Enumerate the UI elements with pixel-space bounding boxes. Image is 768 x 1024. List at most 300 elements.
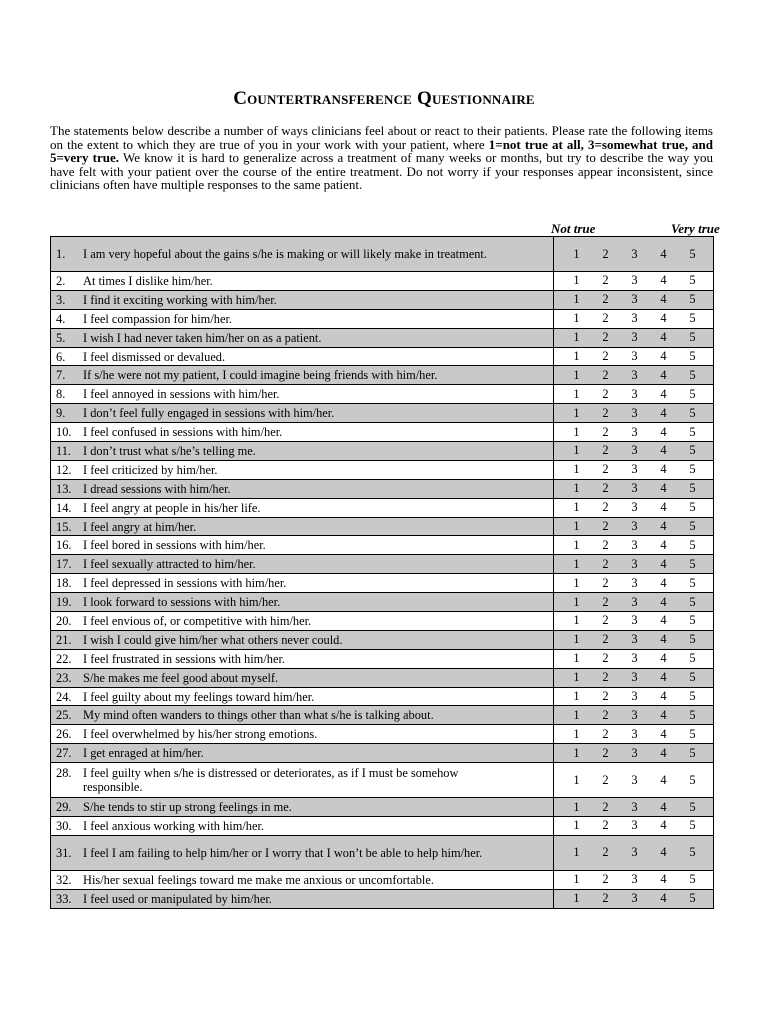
rating-option-2[interactable]: 2 (602, 556, 609, 571)
table-row (51, 328, 714, 347)
rating-option-5[interactable]: 5 (689, 349, 696, 363)
item-cell (51, 442, 554, 461)
rating-option-2[interactable]: 2 (602, 872, 609, 887)
rating-option-4[interactable]: 4 (660, 462, 667, 477)
item-number: 24. (56, 689, 72, 704)
item-statement: I get enraged at him/her. (83, 746, 204, 761)
rating-option-4[interactable]: 4 (660, 246, 667, 261)
rating-option-2[interactable]: 2 (602, 424, 609, 439)
rating-option-5[interactable]: 5 (689, 519, 696, 534)
rating-option-2[interactable]: 2 (602, 500, 609, 515)
item-number: 29. (56, 800, 72, 815)
rating-option-3[interactable]: 3 (631, 872, 638, 887)
item-number: 27. (56, 746, 72, 761)
rating-option-4[interactable]: 4 (660, 367, 667, 382)
rating-option-5[interactable]: 5 (689, 443, 696, 458)
table-row (51, 593, 714, 612)
rating-option-5[interactable]: 5 (689, 500, 696, 515)
item-cell (51, 498, 554, 517)
rating-option-5[interactable]: 5 (689, 330, 696, 345)
rating-cell (554, 555, 714, 574)
rating-option-1[interactable]: 1 (573, 519, 580, 534)
item-statement: I feel guilty when s/he is distressed or deteriorates, as if I must be somehow responsible. (83, 766, 459, 795)
rating-cell (554, 612, 714, 631)
item-statement: I feel annoyed in sessions with him/her. (83, 387, 280, 402)
rating-cell (554, 706, 714, 725)
rating-option-2[interactable]: 2 (602, 537, 609, 552)
rating-option-2[interactable]: 2 (602, 845, 609, 860)
item-statement: I feel frustrated in sessions with him/her. (83, 651, 285, 666)
item-number: 9. (56, 406, 66, 421)
rating-option-2[interactable]: 2 (602, 772, 609, 787)
rating-option-1[interactable]: 1 (573, 726, 580, 741)
rating-option-5[interactable]: 5 (689, 311, 696, 326)
rating-option-1[interactable]: 1 (573, 386, 580, 401)
rating-option-1[interactable]: 1 (573, 772, 580, 787)
questionnaire-table (50, 236, 714, 909)
table-row (51, 817, 714, 836)
rating-cell (554, 347, 714, 366)
rating-option-3[interactable]: 3 (631, 311, 638, 326)
rating-option-4[interactable]: 4 (660, 273, 667, 288)
table-row (51, 687, 714, 706)
item-statement: I feel dismissed or devalued. (83, 349, 226, 364)
table-row (51, 649, 714, 668)
rating-option-2[interactable]: 2 (602, 891, 609, 906)
rating-option-4[interactable]: 4 (660, 349, 667, 363)
rating-option-4[interactable]: 4 (660, 481, 667, 496)
rating-option-1[interactable]: 1 (573, 405, 580, 420)
item-statement: I feel sexually attracted to him/her. (83, 557, 256, 572)
rating-option-4[interactable]: 4 (660, 670, 667, 685)
item-statement: I feel angry at people in his/her life. (83, 500, 261, 515)
rating-cell (554, 366, 714, 385)
rating-option-5[interactable]: 5 (689, 575, 696, 590)
rating-option-5[interactable]: 5 (689, 872, 696, 887)
rating-option-4[interactable]: 4 (660, 632, 667, 647)
table-row (51, 272, 714, 291)
rating-option-2[interactable]: 2 (602, 292, 609, 307)
instructions-text-1: The statements below describe a number of ways clinicians feel about or react to their patients. Please rate the following items on the extent to which they are true of you in your work with your patient, where (50, 123, 713, 152)
rating-option-2[interactable]: 2 (602, 386, 609, 401)
table-row (51, 404, 714, 423)
rating-option-3[interactable]: 3 (631, 537, 638, 552)
item-cell (51, 328, 554, 347)
item-statement: I feel confused in sessions with him/her. (83, 425, 283, 440)
rating-option-3[interactable]: 3 (631, 500, 638, 515)
rating-option-2[interactable]: 2 (602, 273, 609, 288)
rating-option-4[interactable]: 4 (660, 818, 667, 833)
rating-option-5[interactable]: 5 (689, 613, 696, 628)
rating-option-1[interactable]: 1 (573, 273, 580, 288)
rating-cell (554, 272, 714, 291)
rating-option-5[interactable]: 5 (689, 537, 696, 552)
table-row (51, 763, 714, 798)
table-row (51, 870, 714, 889)
rating-option-5[interactable]: 5 (689, 818, 696, 833)
item-number: 2. (56, 273, 66, 288)
table-row (51, 347, 714, 366)
rating-option-3[interactable]: 3 (631, 689, 638, 704)
rating-option-3[interactable]: 3 (631, 519, 638, 534)
rating-option-3[interactable]: 3 (631, 670, 638, 685)
rating-option-5[interactable]: 5 (689, 651, 696, 666)
rating-option-5[interactable]: 5 (689, 386, 696, 401)
instructions-scale-definition: 1=not true at all, 3=somewhat true, and 5=very true. (50, 136, 713, 166)
rating-option-3[interactable]: 3 (631, 707, 638, 722)
rating-option-4[interactable]: 4 (660, 872, 667, 887)
rating-option-1[interactable]: 1 (573, 689, 580, 704)
rating-option-4[interactable]: 4 (660, 689, 667, 704)
rating-option-3[interactable]: 3 (631, 726, 638, 741)
item-number: 4. (56, 311, 66, 326)
rating-option-4[interactable]: 4 (660, 845, 667, 860)
rating-option-5[interactable]: 5 (689, 462, 696, 477)
rating-option-3[interactable]: 3 (631, 246, 638, 261)
rating-option-2[interactable]: 2 (602, 246, 609, 261)
rating-option-1[interactable]: 1 (573, 670, 580, 685)
rating-option-1[interactable]: 1 (573, 799, 580, 814)
rating-option-3[interactable]: 3 (631, 845, 638, 860)
rating-option-4[interactable]: 4 (660, 556, 667, 571)
rating-option-3[interactable]: 3 (631, 349, 638, 363)
rating-option-5[interactable]: 5 (689, 424, 696, 439)
item-statement: If s/he were not my patient, I could imagine being friends with him/her. (83, 368, 438, 383)
rating-option-2[interactable]: 2 (602, 726, 609, 741)
item-cell (51, 347, 554, 366)
rating-option-4[interactable]: 4 (660, 537, 667, 552)
rating-option-4[interactable]: 4 (660, 799, 667, 814)
item-cell (51, 309, 554, 328)
rating-option-3[interactable]: 3 (631, 481, 638, 496)
item-cell (51, 237, 554, 272)
rating-option-3[interactable]: 3 (631, 891, 638, 906)
rating-option-1[interactable]: 1 (573, 818, 580, 833)
item-statement: I look forward to sessions with him/her. (83, 595, 281, 610)
rating-option-4[interactable]: 4 (660, 613, 667, 628)
rating-option-3[interactable]: 3 (631, 632, 638, 647)
item-cell (51, 687, 554, 706)
item-statement: I don’t feel fully engaged in sessions with him/her. (83, 406, 335, 421)
rating-option-2[interactable]: 2 (602, 405, 609, 420)
item-statement: I feel angry at him/her. (83, 519, 197, 534)
rating-cell (554, 536, 714, 555)
rating-option-2[interactable]: 2 (602, 367, 609, 382)
rating-option-4[interactable]: 4 (660, 519, 667, 534)
rating-option-4[interactable]: 4 (660, 594, 667, 609)
item-number: 32. (56, 872, 72, 887)
item-cell (51, 744, 554, 763)
rating-option-3[interactable]: 3 (631, 613, 638, 628)
item-cell (51, 366, 554, 385)
rating-cell (554, 237, 714, 272)
item-number: 25. (56, 708, 72, 723)
item-statement: S/he makes me feel good about myself. (83, 670, 279, 685)
rating-option-2[interactable]: 2 (602, 745, 609, 760)
item-number: 5. (56, 330, 66, 345)
item-statement: I feel overwhelmed by his/her strong emotions. (83, 727, 318, 742)
rating-option-3[interactable]: 3 (631, 462, 638, 477)
rating-option-1[interactable]: 1 (573, 575, 580, 590)
rating-option-1[interactable]: 1 (573, 537, 580, 552)
rating-option-5[interactable]: 5 (689, 689, 696, 704)
rating-option-1[interactable]: 1 (573, 367, 580, 382)
rating-option-1[interactable]: 1 (573, 745, 580, 760)
rating-cell (554, 593, 714, 612)
item-cell (51, 460, 554, 479)
rating-option-3[interactable]: 3 (631, 386, 638, 401)
item-number: 18. (56, 576, 72, 591)
rating-cell (554, 870, 714, 889)
item-number: 22. (56, 651, 72, 666)
table-row (51, 237, 714, 272)
rating-option-1[interactable]: 1 (573, 632, 580, 647)
rating-option-4[interactable]: 4 (660, 330, 667, 345)
table-row (51, 366, 714, 385)
rating-cell (554, 460, 714, 479)
rating-cell (554, 744, 714, 763)
item-number: 15. (56, 519, 72, 534)
rating-option-3[interactable]: 3 (631, 443, 638, 458)
rating-option-5[interactable]: 5 (689, 594, 696, 609)
rating-option-3[interactable]: 3 (631, 273, 638, 288)
rating-option-5[interactable]: 5 (689, 273, 696, 288)
item-number: 30. (56, 818, 72, 833)
rating-option-4[interactable]: 4 (660, 772, 667, 787)
rating-option-1[interactable]: 1 (573, 246, 580, 261)
item-number: 10. (56, 425, 72, 440)
item-number: 33. (56, 891, 72, 906)
item-number: 7. (56, 368, 66, 383)
rating-option-1[interactable]: 1 (573, 500, 580, 515)
rating-option-4[interactable]: 4 (660, 726, 667, 741)
rating-cell (554, 574, 714, 593)
rating-option-2[interactable]: 2 (602, 707, 609, 722)
rating-option-5[interactable]: 5 (689, 405, 696, 420)
item-cell (51, 404, 554, 423)
rating-option-4[interactable]: 4 (660, 500, 667, 515)
page-title: Countertransference Questionnaire (233, 88, 535, 109)
table-row (51, 498, 714, 517)
rating-option-1[interactable]: 1 (573, 292, 580, 307)
rating-option-3[interactable]: 3 (631, 330, 638, 345)
rating-option-1[interactable]: 1 (573, 556, 580, 571)
rating-option-2[interactable]: 2 (602, 519, 609, 534)
table-row (51, 668, 714, 687)
rating-option-1[interactable]: 1 (573, 707, 580, 722)
table-row (51, 706, 714, 725)
rating-option-1[interactable]: 1 (573, 443, 580, 458)
rating-option-2[interactable]: 2 (602, 311, 609, 326)
item-number: 20. (56, 613, 72, 628)
item-cell (51, 889, 554, 908)
rating-option-4[interactable]: 4 (660, 443, 667, 458)
rating-option-2[interactable]: 2 (602, 330, 609, 345)
item-cell (51, 272, 554, 291)
rating-option-2[interactable]: 2 (602, 799, 609, 814)
rating-option-4[interactable]: 4 (660, 575, 667, 590)
rating-option-5[interactable]: 5 (689, 726, 696, 741)
rating-cell (554, 385, 714, 404)
rating-option-3[interactable]: 3 (631, 292, 638, 307)
rating-option-4[interactable]: 4 (660, 424, 667, 439)
rating-option-4[interactable]: 4 (660, 386, 667, 401)
table-row (51, 460, 714, 479)
rating-option-5[interactable]: 5 (689, 707, 696, 722)
item-cell (51, 574, 554, 593)
rating-option-2[interactable]: 2 (602, 594, 609, 609)
item-number: 14. (56, 500, 72, 515)
table-row (51, 536, 714, 555)
item-number: 13. (56, 481, 72, 496)
item-number: 12. (56, 462, 72, 477)
item-cell (51, 593, 554, 612)
scale-label-very-true: Very true (671, 221, 720, 236)
rating-option-3[interactable]: 3 (631, 556, 638, 571)
rating-option-1[interactable]: 1 (573, 481, 580, 496)
item-cell (51, 870, 554, 889)
rating-option-5[interactable]: 5 (689, 367, 696, 382)
rating-option-2[interactable]: 2 (602, 443, 609, 458)
rating-option-4[interactable]: 4 (660, 707, 667, 722)
rating-option-3[interactable]: 3 (631, 575, 638, 590)
rating-cell (554, 309, 714, 328)
item-number: 21. (56, 632, 72, 647)
rating-option-5[interactable]: 5 (689, 292, 696, 307)
rating-option-1[interactable]: 1 (573, 349, 580, 363)
item-statement: I find it exciting working with him/her. (83, 292, 277, 307)
table-row (51, 290, 714, 309)
item-cell (51, 612, 554, 631)
item-number: 17. (56, 557, 72, 572)
item-statement: I feel anxious working with him/her. (83, 818, 265, 833)
rating-option-5[interactable]: 5 (689, 845, 696, 860)
rating-option-3[interactable]: 3 (631, 745, 638, 760)
item-cell (51, 290, 554, 309)
item-statement: My mind often wanders to things other than what s/he is talking about. (83, 708, 434, 723)
rating-option-1[interactable]: 1 (573, 613, 580, 628)
rating-option-2[interactable]: 2 (602, 613, 609, 628)
rating-option-5[interactable]: 5 (689, 799, 696, 814)
rating-option-5[interactable]: 5 (689, 745, 696, 760)
item-cell (51, 725, 554, 744)
rating-option-1[interactable]: 1 (573, 594, 580, 609)
table-row (51, 798, 714, 817)
rating-cell (554, 328, 714, 347)
rating-option-1[interactable]: 1 (573, 651, 580, 666)
rating-option-1[interactable]: 1 (573, 311, 580, 326)
item-statement: I feel envious of, or competitive with him/her. (83, 613, 312, 628)
rating-option-2[interactable]: 2 (602, 818, 609, 833)
rating-cell (554, 798, 714, 817)
rating-option-2[interactable]: 2 (602, 462, 609, 477)
rating-cell (554, 423, 714, 442)
item-cell (51, 630, 554, 649)
table-row (51, 889, 714, 908)
rating-option-5[interactable]: 5 (689, 632, 696, 647)
rating-cell (554, 725, 714, 744)
rating-option-4[interactable]: 4 (660, 292, 667, 307)
item-statement: I feel I am failing to help him/her or I worry that I won’t be able to help him/her. (83, 845, 483, 860)
rating-option-5[interactable]: 5 (689, 556, 696, 571)
item-number: 31. (56, 845, 72, 860)
rating-cell (554, 889, 714, 908)
item-statement: At times I dislike him/her. (83, 273, 213, 288)
item-statement: I feel depressed in sessions with him/her. (83, 576, 287, 591)
rating-option-1[interactable]: 1 (573, 424, 580, 439)
rating-option-1[interactable]: 1 (573, 872, 580, 887)
rating-option-2[interactable]: 2 (602, 651, 609, 666)
rating-option-5[interactable]: 5 (689, 246, 696, 261)
scale-label-not-true: Not true (551, 221, 596, 236)
rating-option-2[interactable]: 2 (602, 632, 609, 647)
rating-option-5[interactable]: 5 (689, 772, 696, 787)
item-number: 8. (56, 387, 66, 402)
item-cell (51, 423, 554, 442)
rating-option-1[interactable]: 1 (573, 891, 580, 906)
item-cell (51, 706, 554, 725)
rating-option-2[interactable]: 2 (602, 670, 609, 685)
rating-option-2[interactable]: 2 (602, 575, 609, 590)
rating-option-3[interactable]: 3 (631, 651, 638, 666)
table-row (51, 517, 714, 536)
item-cell (51, 536, 554, 555)
item-number: 28. (56, 766, 72, 781)
rating-cell (554, 517, 714, 536)
rating-option-1[interactable]: 1 (573, 845, 580, 860)
table-row (51, 574, 714, 593)
table-row (51, 835, 714, 870)
rating-option-1[interactable]: 1 (573, 462, 580, 477)
rating-option-5[interactable]: 5 (689, 670, 696, 685)
rating-option-3[interactable]: 3 (631, 367, 638, 382)
rating-option-3[interactable]: 3 (631, 594, 638, 609)
item-number: 11. (56, 443, 72, 458)
rating-cell (554, 290, 714, 309)
table-row (51, 423, 714, 442)
rating-option-5[interactable]: 5 (689, 891, 696, 906)
item-number: 26. (56, 727, 72, 742)
rating-option-3[interactable]: 3 (631, 424, 638, 439)
rating-option-2[interactable]: 2 (602, 481, 609, 496)
rating-cell (554, 479, 714, 498)
table-row (51, 479, 714, 498)
rating-option-4[interactable]: 4 (660, 311, 667, 326)
item-number: 19. (56, 595, 72, 610)
rating-cell (554, 817, 714, 836)
item-number: 16. (56, 538, 72, 553)
item-statement: I feel bored in sessions with him/her. (83, 538, 266, 553)
item-statement: I don’t trust what s/he’s telling me. (83, 443, 256, 458)
rating-option-4[interactable]: 4 (660, 891, 667, 906)
rating-cell (554, 668, 714, 687)
rating-option-3[interactable]: 3 (631, 799, 638, 814)
rating-option-4[interactable]: 4 (660, 745, 667, 760)
rating-option-2[interactable]: 2 (602, 349, 609, 363)
rating-option-2[interactable]: 2 (602, 689, 609, 704)
rating-option-3[interactable]: 3 (631, 405, 638, 420)
rating-option-4[interactable]: 4 (660, 651, 667, 666)
rating-option-4[interactable]: 4 (660, 405, 667, 420)
rating-option-3[interactable]: 3 (631, 818, 638, 833)
rating-option-1[interactable]: 1 (573, 330, 580, 345)
rating-option-3[interactable]: 3 (631, 772, 638, 787)
item-cell (51, 385, 554, 404)
item-number: 1. (56, 247, 66, 261)
item-statement: I feel criticized by him/her. (83, 462, 218, 477)
rating-option-5[interactable]: 5 (689, 481, 696, 496)
rating-cell (554, 687, 714, 706)
